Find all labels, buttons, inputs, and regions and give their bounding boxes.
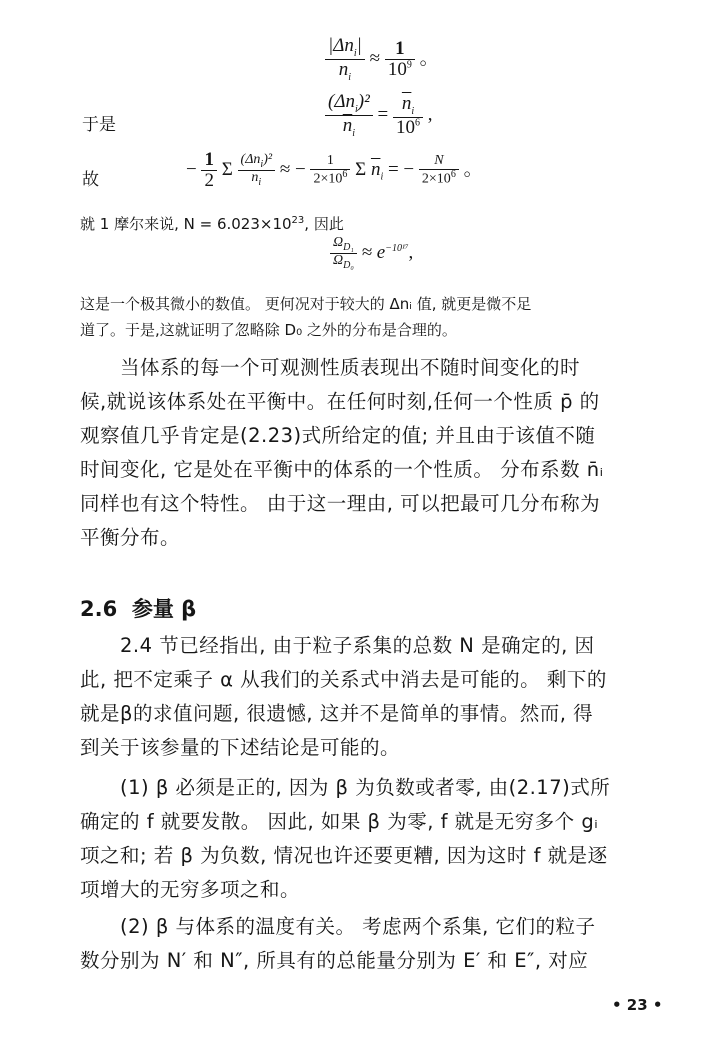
section-title: 参量 β <box>131 597 197 621</box>
para3-line-3: 项之和; 若 β 为负数, 情况也许还要更糟, 因为这时 f 就是逐 <box>80 844 608 867</box>
eq1-den-sub: i <box>348 72 352 84</box>
eq3-sum-symbol-2: Σ <box>355 158 367 180</box>
para2-line-2: 此, 把不定乘子 α 从我们的关系式中消去是可能的。 剩下的 <box>80 668 607 691</box>
para1-line-3: 观察值几乎肯定是(2.23)式所给定的值; 并且由于该值不随 <box>80 424 596 447</box>
fraction-N-over-2e6 <box>419 154 459 187</box>
para1-line-4: 时间变化, 它是处在平衡中的体系的一个性质。 分布系数 n̄ᵢ <box>80 458 604 481</box>
eq2-right-num-sub: i <box>411 105 415 117</box>
eq1-right-den-exp: 9 <box>406 59 412 71</box>
eq3-frac-num-sub: i <box>260 158 264 170</box>
para2-line-3: 就是β的求值问题, 很遗憾, 这并不是简单的事情。然而, 得 <box>80 702 594 725</box>
section-heading <box>80 593 196 623</box>
para1-line-1: 当体系的每一个可观测性质表现出不随时间变化的时 <box>120 356 581 379</box>
eq1-right-numerator: 1 <box>385 39 415 60</box>
eq2-den-sub: i <box>352 128 356 140</box>
eq2-numerator: (Δn <box>328 91 355 112</box>
small-para-line-1: 这是一个极其微小的数值。 更何况对于较大的 Δnᵢ 值, 就更是微不足 <box>80 295 532 313</box>
para3-line-4: 项增大的无穷多项之和。 <box>80 878 301 901</box>
eq1-approx: ≈ <box>369 48 381 70</box>
fraction-half <box>201 150 217 191</box>
eq3-n3-den: 2×10 <box>421 171 451 187</box>
eq3-frac-num: (Δn <box>240 151 261 167</box>
eq3-frac-num-sup: )² <box>263 151 273 167</box>
eq2-num-sub: i <box>354 103 358 115</box>
eq5-approx: ≈ e <box>361 242 386 264</box>
eq1-numerator: |Δn <box>328 35 354 56</box>
equation-5 <box>330 236 413 272</box>
fraction-n-over-ten-six <box>393 94 423 138</box>
eq3-minus: − <box>186 158 197 180</box>
eq3-n3-den-exp: 6 <box>450 168 456 180</box>
eq3-n3-num: N <box>419 154 459 170</box>
eq3-frac-den: n <box>251 169 259 185</box>
para3-line-1: (1) β 必须是正的, 因为 β 为负数或者零, 由(2.17)式所 <box>120 776 611 799</box>
eq1-num-sub: i <box>353 47 357 59</box>
eq5-exp: −10¹⁷ <box>385 242 409 254</box>
para4-line-2: 数分别为 N′ 和 N″, 所具有的总能量分别为 E′ 和 E″, 对应 <box>80 949 589 972</box>
fraction-delta-n-sq-over-n-3 <box>238 153 276 189</box>
eq3-nbar: $\overline{n}$ <box>370 158 381 180</box>
fraction-delta-n-sq-over-n <box>325 92 373 140</box>
paragraph-beta-intro <box>80 629 607 765</box>
eq2-end: , <box>427 104 433 126</box>
eq5-num: Ω <box>333 235 344 250</box>
eq3-frac-den-sub: i <box>258 176 262 188</box>
fraction-one-over-2e6 <box>310 154 350 187</box>
paragraph-equilibrium <box>80 351 604 555</box>
para2-line-1: 2.4 节已经指出, 由于粒子系集的总数 N 是确定的, 因 <box>120 634 595 657</box>
avogadro-line <box>80 213 344 234</box>
eq2-right-numerator: $\overline{n}$ <box>401 92 412 114</box>
eq2-denominator: $\overline{n}$ <box>342 115 353 137</box>
eq3-half-num: 1 <box>201 150 217 171</box>
section-number: 2.6 <box>80 597 118 621</box>
eq2-equals: = <box>377 104 389 126</box>
eq2-right-den-exp: 6 <box>415 117 421 129</box>
fraction-one-over-ten-nine <box>385 39 415 80</box>
label-yushi: 于是 <box>82 115 116 135</box>
para2-line-4: 到关于该参量的下述结论是可能的。 <box>80 736 401 759</box>
equation-1 <box>325 36 439 84</box>
eq3-equals: = − <box>387 158 415 180</box>
para1-line-2: 候,就说该体系处在平衡中。在任何时刻,任何一个性质 p̄ 的 <box>80 390 600 413</box>
eq3-nbar-sub: i <box>380 171 384 183</box>
eq2-num-sup: )² <box>357 91 370 112</box>
eq3-approx: ≈ − <box>279 158 306 180</box>
fraction-omega-ratio <box>330 236 357 272</box>
avogadro-tail: , 因此 <box>304 215 344 233</box>
eq3-sum-symbol: Σ <box>221 158 233 180</box>
eq1-right-den-base: 10 <box>387 59 407 81</box>
fraction-delta-n-over-n: $\frac{|\Delta n_i|}{n_i}$ <box>325 36 365 84</box>
eq3-half-den: 2 <box>204 169 214 191</box>
eq3-n2-den: 2×10 <box>313 171 343 187</box>
label-gu: 故 <box>82 170 99 190</box>
paragraph-beta-temperature <box>80 910 596 978</box>
para4-line-1: (2) β 与体系的温度有关。 考虑两个系集, 它们的粒子 <box>120 915 596 938</box>
small-paragraph <box>80 291 531 343</box>
para1-line-6: 平衡分布。 <box>80 526 181 549</box>
small-para-line-2: 道了。于是,这就证明了忽略除 D₀ 之外的分布是合理的。 <box>80 321 457 339</box>
eq5-end: , <box>408 242 414 264</box>
avogadro-text: 就 1 摩尔来说, N = 6.023×10 <box>80 215 292 233</box>
page-number: • 23 • <box>612 996 663 1014</box>
eq5-den: Ω <box>333 253 344 269</box>
eq5-den-sub: D₀ <box>343 260 354 272</box>
paragraph-beta-positive <box>80 771 610 907</box>
eq2-right-den-base: 10 <box>396 116 416 138</box>
eq5-num-sub: D₁ <box>343 241 354 253</box>
para1-line-5: 同样也有这个特性。 由于这一理由, 可以把最可几分布称为 <box>80 492 601 515</box>
eq3-end: 。 <box>463 158 483 180</box>
eq3-n2-num: 1 <box>310 154 350 170</box>
avogadro-exp: 23 <box>291 215 305 226</box>
eq1-end: 。 <box>419 48 439 70</box>
equation-2 <box>325 92 433 140</box>
eq3-n2-den-exp: 6 <box>342 168 348 180</box>
para3-line-2: 确定的 f 就要发散。 因此, 如果 β 为零, f 就是无穷多个 gᵢ <box>80 810 599 833</box>
equation-3 <box>186 150 483 191</box>
eq1-denominator: n <box>338 59 349 81</box>
